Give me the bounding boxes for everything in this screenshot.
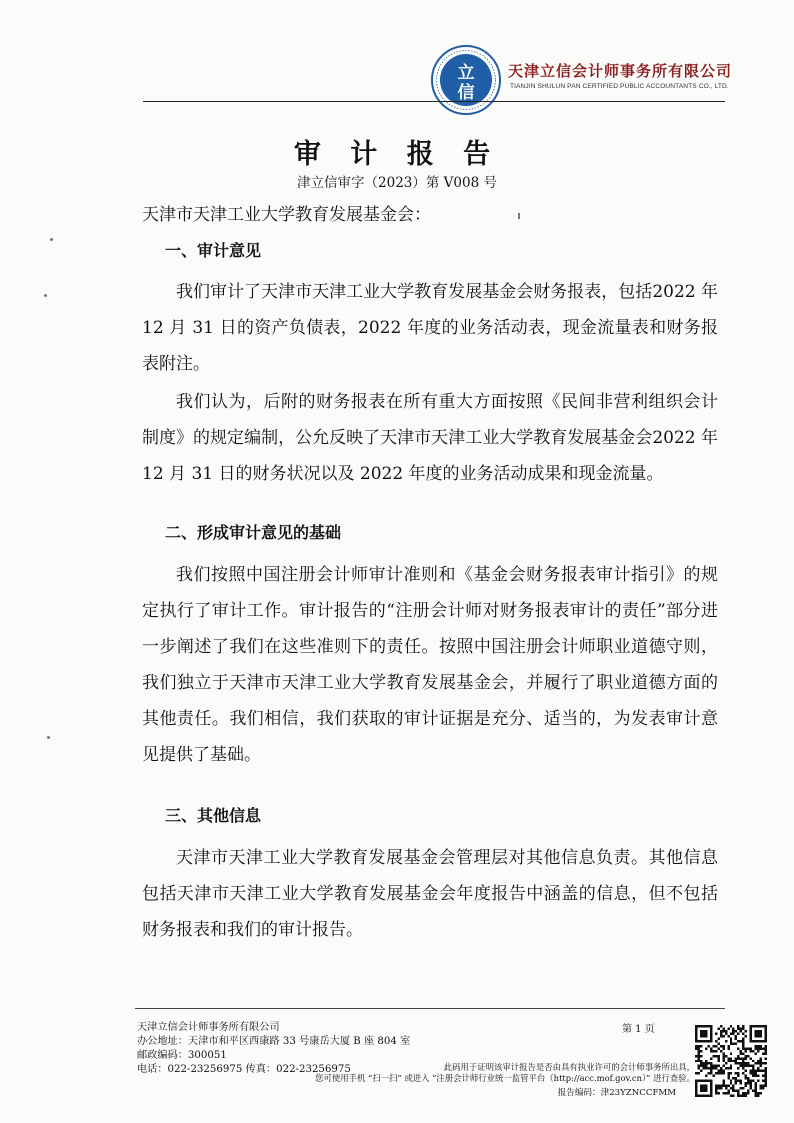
logo-glyph-top: 立	[457, 63, 475, 83]
section-heading-other-info: 三、其他信息	[165, 806, 262, 825]
page-number: 第 1 页	[622, 1024, 655, 1035]
header-divider	[143, 101, 725, 102]
section-audit-opinion	[142, 274, 718, 492]
paragraph-opinion: 我们认为，后附的财务报表在所有重大方面按照《民间非营利组织会计制度》的规定编制，公允反映了天津市天津工业大学教育发展基金会2022 年 12 月 31 日的财务状况以及 2022 年度的业务活动成果和现金流量。	[142, 392, 718, 484]
scan-speck	[44, 294, 47, 297]
firm-name-en: TIANJIN SHULUN PAN CERTIFIED PUBLIC ACCOUNTANTS CO., LTD.	[510, 83, 729, 90]
paragraph-other-info: 天津市天津工业大学教育发展基金会管理层对其他信息负责。其他信息包括天津市天津工业大学教育发展基金会年度报告中涵盖的信息，但不包括财务报表和我们的审计报告。	[142, 848, 718, 940]
qr-code-icon[interactable]	[695, 1025, 767, 1097]
report-code: 报告编码：津23YZNCCFMM	[557, 1088, 676, 1098]
logo-glyph-bottom: 信	[457, 83, 475, 103]
firm-logo-seal-icon	[430, 44, 502, 116]
firm-name-cn: 天津立信会计师事务所有限公司	[508, 62, 733, 80]
paragraph-audit-scope: 我们审计了天津市天津工业大学教育发展基金会财务报表，包括2022 年 12 月 31 日的资产负债表，2022 年度的业务活动表，现金流量表和财务报表附注。	[142, 282, 718, 374]
footer-postcode: 邮政编码：300051	[137, 1050, 227, 1061]
footer-address: 办公地址：天津市和平区西康路 33 号康岳大厦 B 座 804 室	[137, 1036, 411, 1047]
verification-note	[300, 1062, 695, 1083]
footer-firm-name: 天津立信会计师事务所有限公司	[137, 1022, 280, 1033]
section-basis	[142, 557, 718, 773]
footer-phone: 电话：022-23256975 传真：022-23256975	[137, 1064, 351, 1075]
verification-line-1: 此码用于证明该审计报告是否由具有执业许可的会计师事务所出具，	[443, 1062, 695, 1072]
section-heading-audit-opinion: 一、审计意见	[165, 241, 262, 260]
paragraph-basis: 我们按照中国注册会计师审计准则和《基金会财务报表审计指引》的规定执行了审计工作。审计报告的“注册会计师对财务报表审计的责任”部分进一步阐述了我们在这些准则下的责任。按照中国注册会计师职业道德守则，我们独立于天津市天津工业大学教育发展基金会，并履行了职业道德方面的其他责任。我们相信，我们获取的审计证据是充分、适当的，为发表审计意见提供了基础。	[142, 565, 718, 765]
addressee: 天津市天津工业大学教育发展基金会：	[142, 205, 431, 225]
verification-line-2: 您可使用手机 “扫一扫” 或进入 “注册会计师行业统一监管平台（http://acc.mof.gov.cn）” 进行查验。	[315, 1072, 695, 1083]
footer-divider	[135, 1008, 725, 1009]
section-other-info	[142, 840, 718, 948]
scan-speck	[47, 736, 50, 739]
document-title: 审 计 报 告	[293, 139, 501, 170]
section-heading-basis: 二、形成审计意见的基础	[165, 523, 342, 542]
scan-speck	[518, 213, 520, 219]
scan-speck	[50, 238, 53, 241]
document-number: 津立信审字（2023）第 V008 号	[297, 175, 497, 191]
